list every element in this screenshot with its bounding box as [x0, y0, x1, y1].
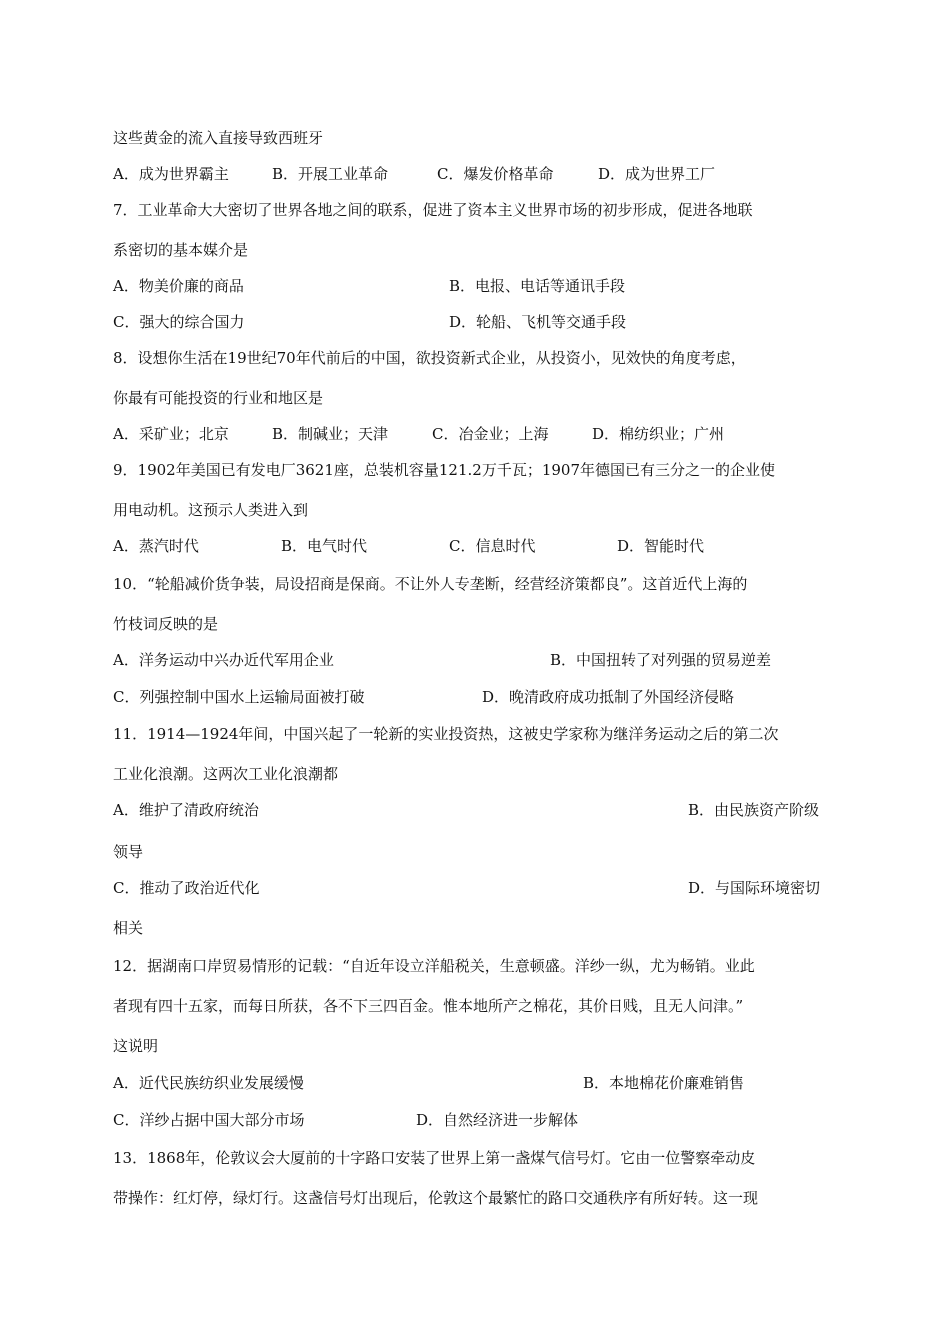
q8-option-d: D．棉纺织业；广州 — [592, 425, 725, 443]
q9-stem-line2: 用电动机。这预示人类进入到 — [113, 501, 309, 519]
q13-stem-line1: 13．1868年，伦敦议会大厦前的十字路口安装了世界上第一盏煤气信号灯。它由一位警察牵动皮 — [113, 1149, 756, 1167]
q12-stem-line2: 者现有四十五家，而每日所获，各不下三四百金。惟本地所产之棉花，其价日贱，且无人问津。” — [113, 997, 744, 1015]
q11-option-d: D．与国际环境密切 — [688, 879, 821, 897]
q9-option-d: D．智能时代 — [617, 537, 705, 555]
q11-option-d-continued: 相关 — [113, 919, 144, 937]
q9-option-c: C．信息时代 — [449, 537, 536, 555]
q8-option-b: B．制碱业；天津 — [272, 425, 389, 443]
q6-option-d: D．成为世界工厂 — [598, 165, 716, 183]
q9-option-a: A．蒸汽时代 — [113, 537, 199, 555]
q6-stem-tail: 这些黄金的流入直接导致西班牙 — [113, 129, 324, 147]
q13-stem-line2: 带操作：红灯停，绿灯行。这盏信号灯出现后，伦敦这个最繁忙的路口交通秩序有所好转。这一现 — [113, 1189, 759, 1207]
q8-stem-line2: 你最有可能投资的行业和地区是 — [113, 389, 324, 407]
q7-option-b: B．电报、电话等通讯手段 — [449, 277, 626, 295]
q9-option-b: B．电气时代 — [281, 537, 368, 555]
q7-stem-line2: 系密切的基本媒介是 — [113, 241, 249, 259]
q7-stem-line1: 7．工业革命大大密切了世界各地之间的联系，促进了资本主义世界市场的初步形成，促进各地联 — [113, 201, 753, 219]
q11-stem-line1: 11．1914—1924年间，中国兴起了一轮新的实业投资热，这被史学家称为继洋务运动之后的第二次 — [113, 725, 779, 743]
q11-option-b-continued: 领导 — [113, 843, 144, 861]
q9-stem-line1: 9．1902年美国已有发电厂3621座，总装机容量121.2万千瓦；1907年德国已有三分之一的企业使 — [113, 461, 776, 479]
q10-stem-line2: 竹枝词反映的是 — [113, 615, 219, 633]
q10-option-c: C．列强控制中国水上运输局面被打破 — [113, 688, 365, 706]
q7-option-c: C．强大的综合国力 — [113, 313, 245, 331]
q11-option-a: A．维护了清政府统治 — [113, 801, 259, 819]
q12-option-c: C．洋纱占据中国大部分市场 — [113, 1111, 305, 1129]
q6-option-c: C．爆发价格革命 — [437, 165, 554, 183]
q6-option-a: A．成为世界霸主 — [113, 165, 229, 183]
q10-option-d: D．晚清政府成功抵制了外国经济侵略 — [482, 688, 735, 706]
q12-stem-line1: 12．据湖南口岸贸易情形的记载：“自近年设立洋船税关，生意顿盛。洋纱一纵，尤为畅销。业此 — [113, 957, 755, 975]
q11-option-b: B．由民族资产阶级 — [688, 801, 820, 819]
q6-option-b: B．开展工业革命 — [272, 165, 389, 183]
q8-option-c: C．冶金业；上海 — [432, 425, 549, 443]
q12-stem-line3: 这说明 — [113, 1037, 159, 1055]
q7-option-d: D．轮船、飞机等交通手段 — [449, 313, 627, 331]
q8-option-a: A．采矿业；北京 — [113, 425, 229, 443]
q12-option-d: D．自然经济进一步解体 — [416, 1111, 579, 1129]
q12-option-a: A．近代民族纺织业发展缓慢 — [113, 1074, 304, 1092]
q10-option-a: A．洋务运动中兴办近代军用企业 — [113, 651, 334, 669]
q10-option-b: B．中国扭转了对列强的贸易逆差 — [550, 651, 772, 669]
q12-option-b: B．本地棉花价廉难销售 — [583, 1074, 745, 1092]
q11-stem-line2: 工业化浪潮。这两次工业化浪潮都 — [113, 765, 339, 783]
q11-option-c: C．推动了政治近代化 — [113, 879, 260, 897]
q8-stem-line1: 8．设想你生活在19世纪70年代前后的中国，欲投资新式企业，从投资小，见效快的角度考虑， — [113, 349, 746, 367]
q10-stem-line1: 10．“轮船减价货争装，局设招商是保商。不让外人专垄断，经营经济策都良”。这首近代上海的 — [113, 575, 748, 593]
q7-option-a: A．物美价廉的商品 — [113, 277, 244, 295]
